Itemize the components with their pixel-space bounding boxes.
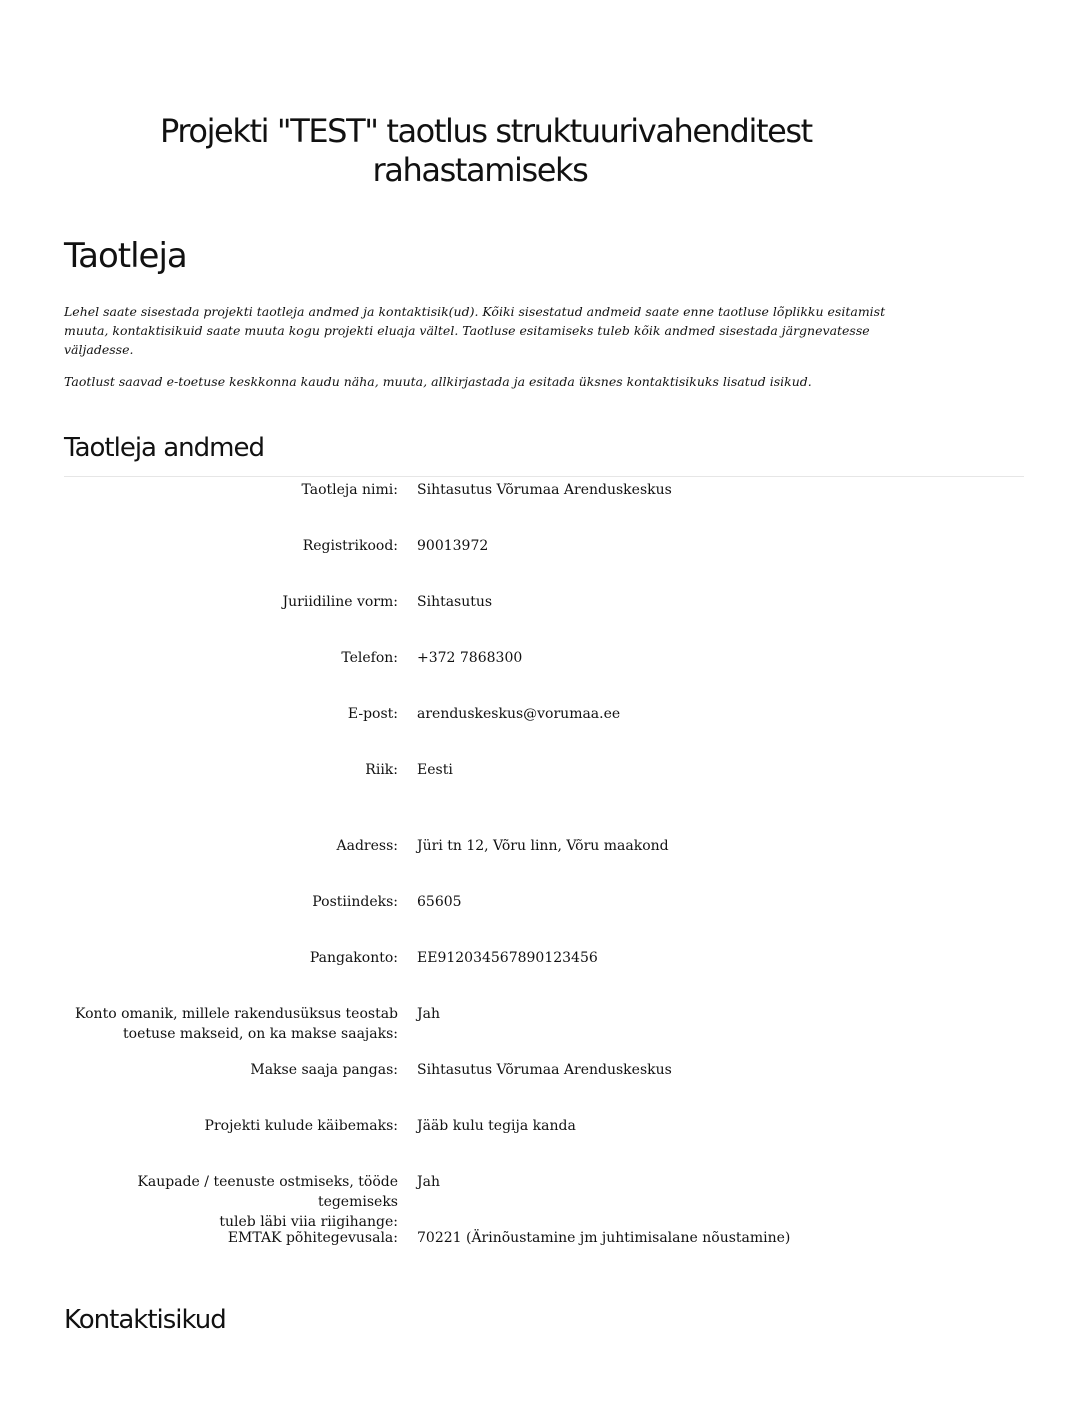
field-label: Riik: (365, 762, 398, 778)
field-label: EMTAK põhitegevusala: (227, 1230, 398, 1246)
field-label: Makse saaja pangas: (250, 1062, 398, 1078)
intro-paragraph: Lehel saate sisestada projekti taotleja andmed ja kontaktisik(ud). Kõiki sisestatud andmeid saate enne taotluse lõplikku esitamist muuta, kontaktisikuid saate muuta kogu projekti eluaja vältel. Taotluse esitamiseks tuleb kõik andmed sisestada järgnevatesse väljadesse. (64, 304, 886, 357)
field-value: Jah (417, 1006, 440, 1022)
field-value: Sihtasutus Võrumaa Arenduskeskus (417, 1062, 672, 1078)
field-value: Jääb kulu tegija kanda (417, 1118, 576, 1134)
field-value: arenduskeskus@vorumaa.ee (417, 706, 621, 722)
field-value: Sihtasutus Võrumaa Arenduskeskus (417, 482, 672, 498)
field-value: Jah (417, 1174, 440, 1190)
field-label: Pangakonto: (309, 950, 398, 966)
field-value: 90013972 (417, 538, 489, 554)
field-value: 65605 (417, 894, 462, 910)
field-label: Kaupade / teenuste ostmiseks, tööde tegemiseks tuleb läbi viia riigihange: (137, 1174, 398, 1230)
page-title-line: Projekti "TEST" taotlus struktuurivahenditest (160, 112, 812, 150)
field-value: Jüri tn 12, Võru linn, Võru maakond (417, 838, 669, 854)
section-divider (64, 476, 1024, 477)
section-heading-taotleja-andmed: Taotleja andmed (64, 433, 264, 463)
field-label: Konto omanik, millele rakendusüksus teostab toetuse makseid, on ka makse saajaks: (75, 1006, 398, 1042)
intro-paragraph: Taotlust saavad e-toetuse keskkonna kaudu näha, muuta, allkirjastada ja esitada üksnes kontaktisikuks lisatud isikud. (64, 374, 812, 389)
page-title-line: rahastamiseks (372, 151, 588, 189)
field-label: Projekti kulude käibemaks: (204, 1118, 398, 1134)
field-value: Sihtasutus (417, 594, 493, 610)
field-label: E-post: (347, 706, 398, 722)
field-label: Postiindeks: (312, 894, 398, 910)
page-title (160, 112, 812, 190)
field-label: Juriidiline vorm: (282, 594, 398, 610)
section-heading-taotleja: Taotleja (64, 236, 187, 276)
field-value: EE912034567890123456 (417, 950, 598, 966)
field-value: 70221 (Ärinõustamine jm juhtimisalane nõustamine) (417, 1230, 791, 1246)
field-label: Aadress: (336, 838, 398, 854)
field-label: Registrikood: (302, 538, 398, 554)
field-value: +372 7868300 (417, 650, 523, 666)
field-label: Telefon: (341, 650, 398, 666)
field-label: Taotleja nimi: (301, 482, 398, 498)
section-heading-kontaktisikud: Kontaktisikud (64, 1305, 226, 1335)
field-value: Eesti (417, 762, 453, 778)
